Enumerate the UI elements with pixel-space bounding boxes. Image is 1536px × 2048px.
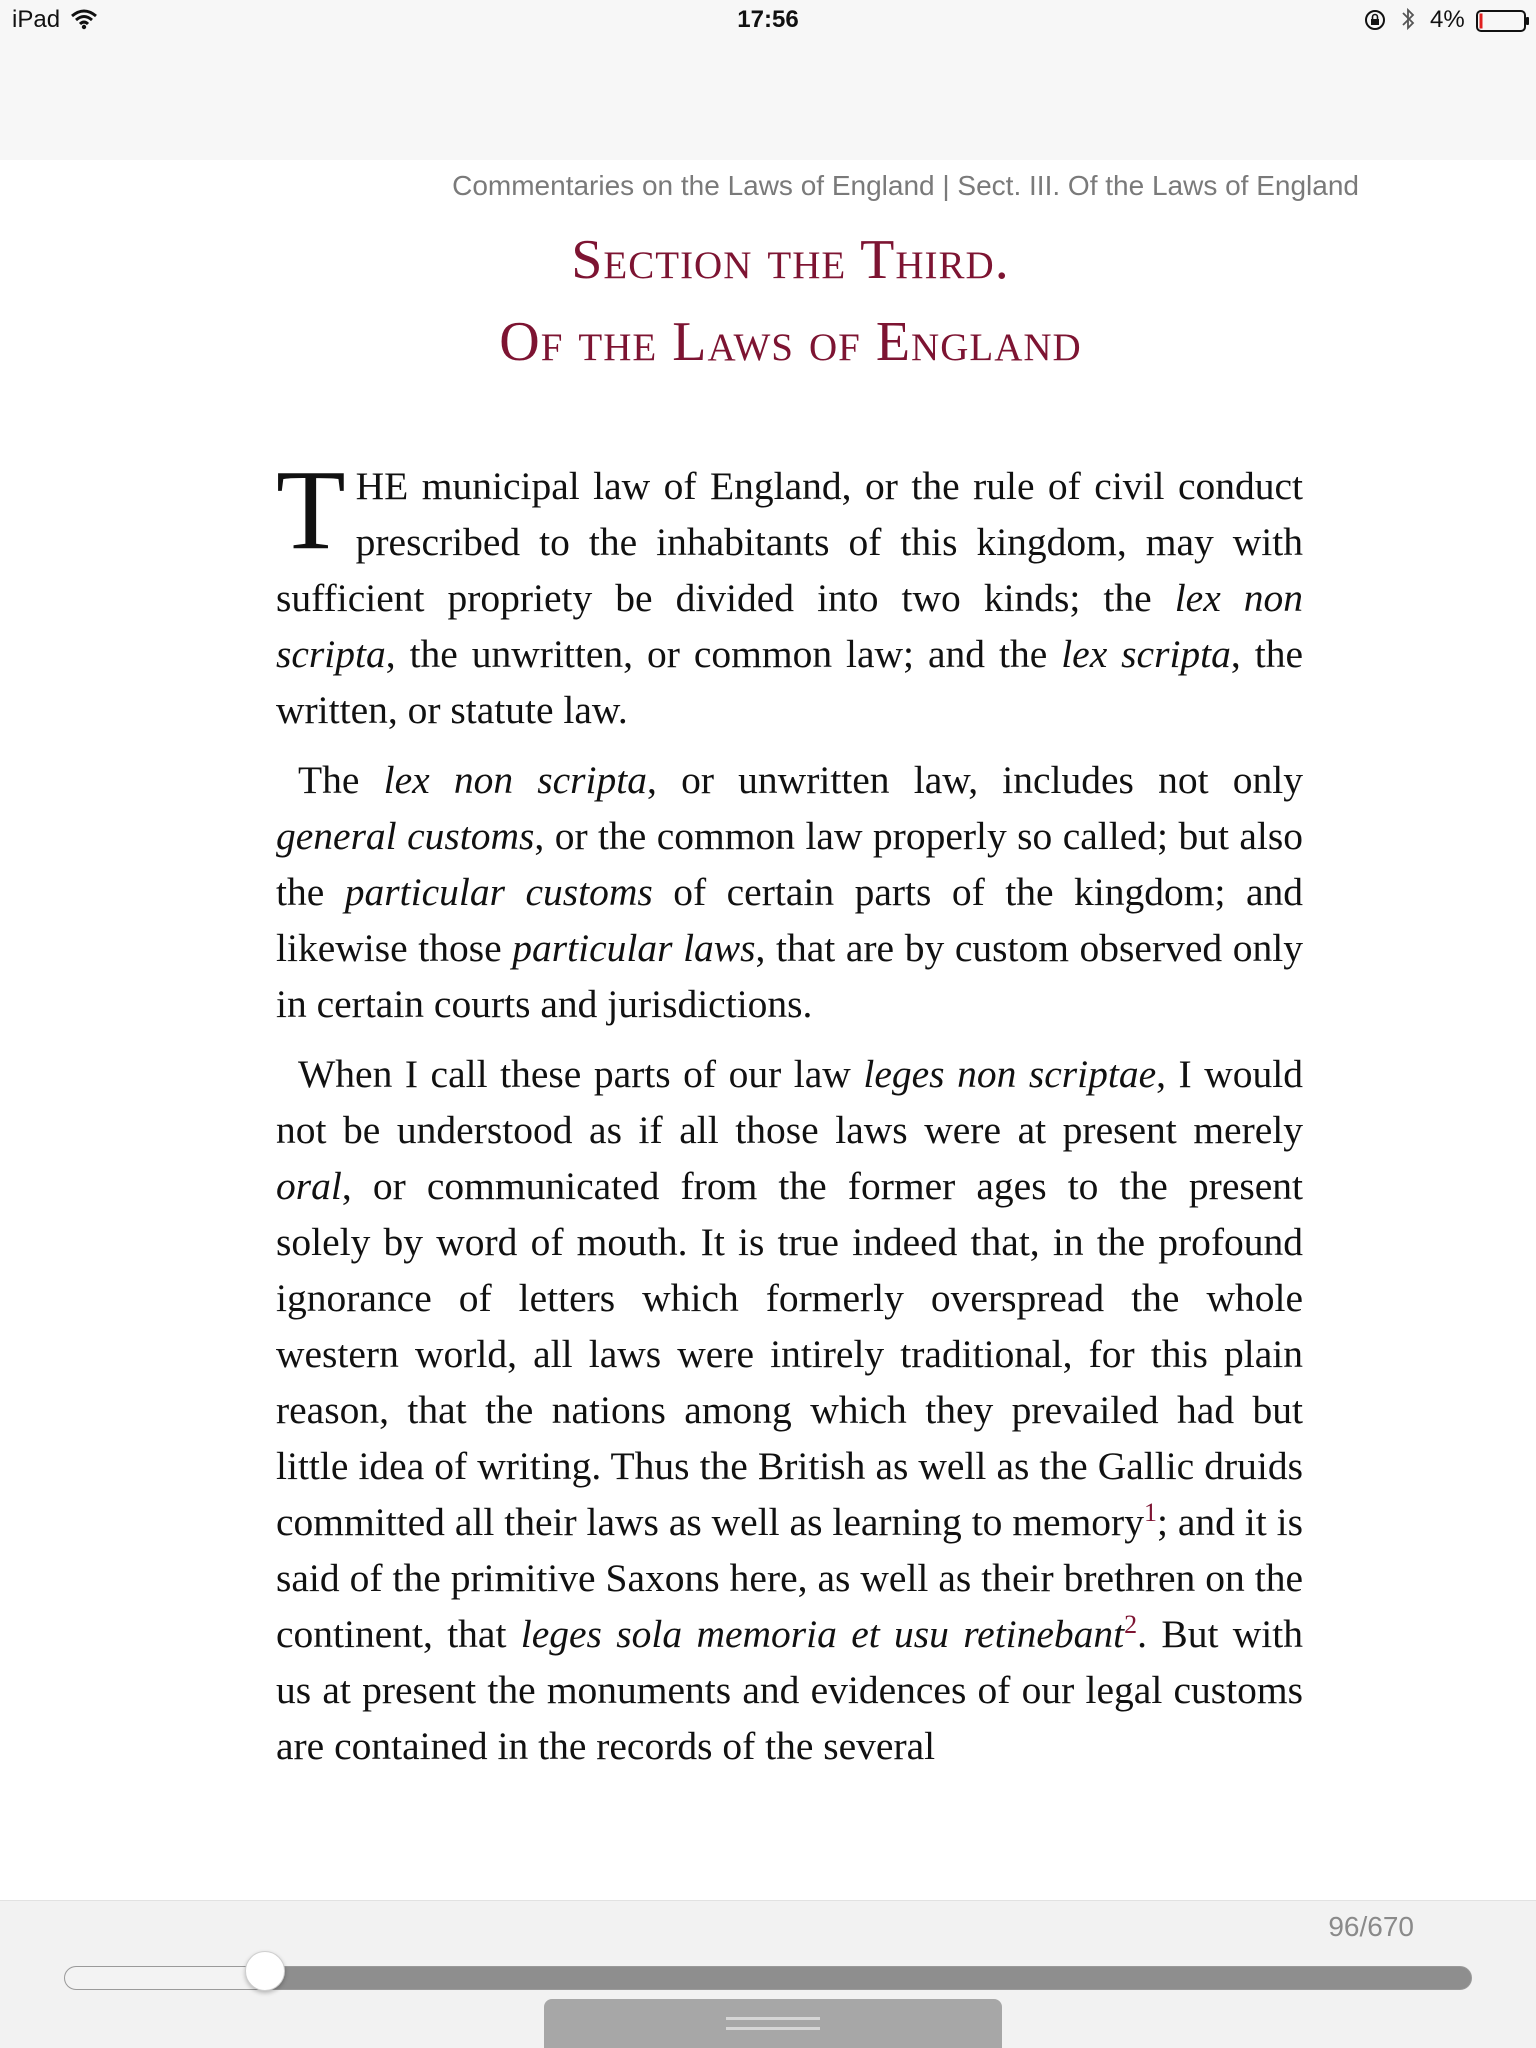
text-run: , that are by custom observed only in certain courts and jurisdictions. [276,926,1303,1026]
text-run: , or the common law properly so called; but also the [276,814,1304,914]
paragraph-2 [276,752,1303,1032]
text-run: . But with us at present the monuments and evidences of our legal customs are contained in the records of the several [276,1612,1303,1768]
page-slider-fill [65,1967,266,1989]
page-counter: 96/670 [1328,1911,1414,1942]
grip-line [726,2017,820,2020]
italic-term: lex scripta [1061,632,1231,676]
section-subtitle: Of the Laws of England [499,311,1082,373]
device-label: iPad [12,6,61,33]
text-run: The [298,758,384,802]
bluetooth-icon [1400,6,1416,32]
italic-term: particular laws [512,926,756,970]
drawer-handle[interactable] [544,1999,1002,2048]
italic-term: particular customs [344,870,653,914]
battery-icon [1476,10,1530,32]
text-run: , or unwritten law, includes not only [647,758,1303,802]
text-run: of certain parts of the kingdom; and likewise those [276,870,1303,970]
page-slider-thumb[interactable] [245,1951,285,1991]
grip-line [726,2027,820,2030]
status-bar [0,0,1536,160]
bottom-toolbar [0,1900,1536,2048]
footnote-link-2[interactable]: 2 [1124,1609,1138,1639]
text-run: When I call these parts of our law [298,1052,864,1096]
text-run: , or communicated from the former ages to the present solely by word of mouth. It is true indeed that, in the profound ignorance of letters which formerly overspread the whole western world, all laws were intirely traditional, for this plain reason, that the nations among which they prevailed had but little idea of writing. Thus the British as well as the Gallic druids committed all their laws as well as learning to memory [276,1164,1303,1544]
italic-term: general customs [276,814,535,858]
italic-term: leges non scriptae [863,1052,1157,1096]
text-run: , the written, or statute law. [276,632,1303,732]
section-title: Section the Third. [571,229,1010,291]
paragraph-1 [276,446,1303,738]
text-run: HE municipal law of England, or the rule of civil conduct prescribed to the inhabitants of this kingdom, may with sufficient propriety be divided into two kinds; the [276,464,1303,620]
italic-term: lex non scripta [383,758,648,802]
clock: 17:56 [737,6,799,33]
italic-term: oral [276,1164,342,1208]
text-run: ; and it is said of the primitive Saxons here, as well as their brethren on the continent, that [276,1500,1303,1656]
paragraph-3 [276,1046,1303,1774]
running-header: Commentaries on the Laws of England | Sect. III. Of the Laws of England [452,170,1359,201]
battery-percent: 4% [1430,6,1465,33]
text-run: , the unwritten, or common law; and the [385,632,1062,676]
book-text [276,446,1304,1788]
rotation-lock-icon [1364,9,1386,31]
footnote-link-1[interactable]: 1 [1143,1497,1157,1527]
italic-term: lex non scripta [276,576,1303,676]
drop-cap: T [276,446,346,573]
text-run: , I would not be understood as if all those laws were at present merely [276,1052,1304,1152]
italic-term: leges sola memoria et usu retinebant [520,1612,1125,1656]
